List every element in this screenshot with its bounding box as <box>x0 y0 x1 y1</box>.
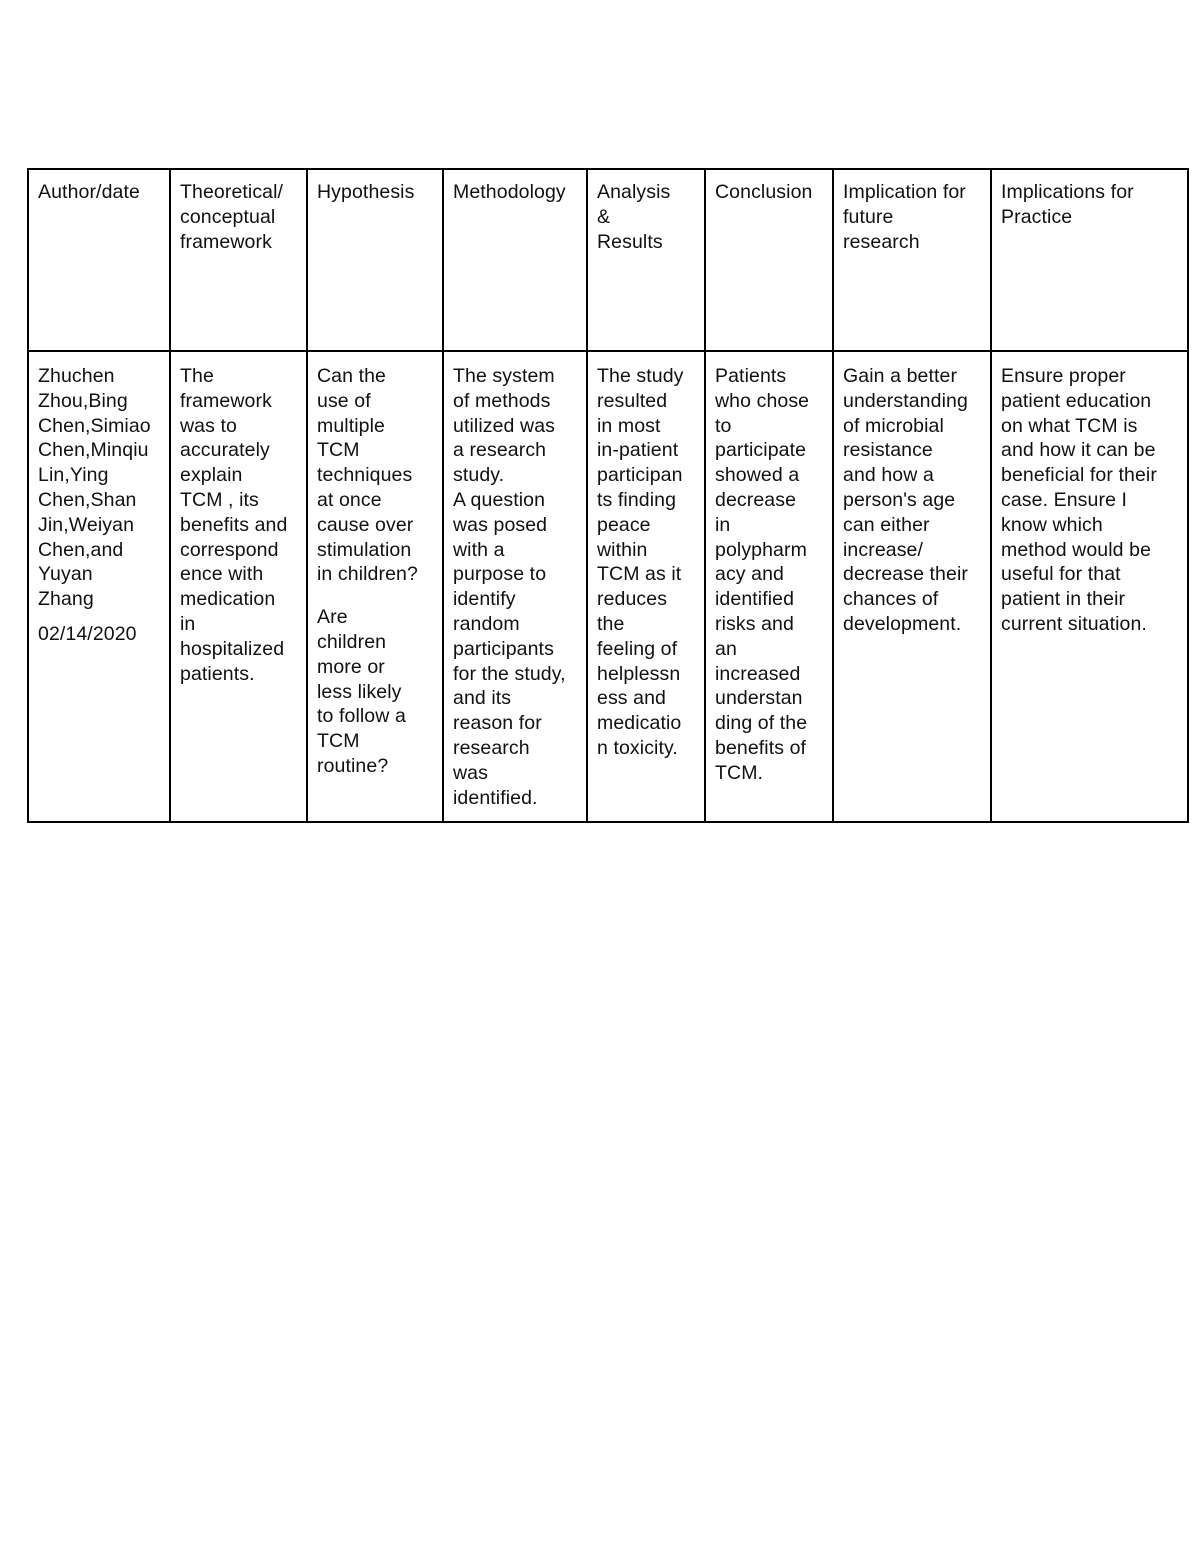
text-line: TCM. <box>715 761 764 784</box>
text-line: n toxicity. <box>597 736 678 759</box>
text-line: hospitalized <box>180 637 285 660</box>
text-line: The system <box>453 365 555 387</box>
text-line: Lin,Ying <box>38 464 109 487</box>
cell-framework <box>170 351 307 822</box>
text-line: Author/date <box>38 181 140 203</box>
cell-analysis-results <box>587 351 705 822</box>
text-line: Chen,and <box>38 538 124 561</box>
author-list <box>38 364 161 612</box>
text-line: Chen,Shan <box>38 488 137 511</box>
text-line: Practice <box>1001 205 1073 228</box>
header-row <box>28 169 1188 351</box>
text-line: cause over <box>317 513 414 536</box>
text-line: in most <box>597 414 661 437</box>
header-author-date <box>28 169 170 351</box>
text-line: to <box>715 414 732 437</box>
text-line: who chose <box>715 389 810 412</box>
text-line: case. Ensure I <box>1001 488 1128 511</box>
text-line: reason for <box>453 712 542 735</box>
header-conclusion <box>705 169 833 351</box>
text-line: was posed <box>453 513 548 536</box>
text-line: resulted <box>597 389 668 412</box>
text-line: decrease <box>715 488 797 511</box>
text-line: techniques <box>317 464 413 487</box>
literature-review-table <box>27 168 1189 823</box>
cell-practice <box>991 351 1188 822</box>
text-line: know which <box>1001 513 1103 536</box>
text-line: explain <box>180 464 243 487</box>
text-line: acy and <box>715 563 784 586</box>
text-line: in <box>180 612 196 635</box>
text-line: increase/ <box>843 538 924 561</box>
text-line: an <box>715 637 737 660</box>
text-line: Results <box>597 230 663 253</box>
text-line: stimulation <box>317 538 412 561</box>
text-line: framework <box>180 389 272 412</box>
text-line: and how it can be <box>1001 439 1156 462</box>
text-line: more or <box>317 655 385 678</box>
text-line: was <box>453 761 488 784</box>
text-line: accurately <box>180 439 270 462</box>
header-framework <box>170 169 307 351</box>
text-line: medication <box>180 588 276 611</box>
text-line: participate <box>715 439 807 462</box>
text-line: study. <box>453 464 505 487</box>
text-line: chances of <box>843 588 939 611</box>
text-line: Can the <box>317 365 386 387</box>
text-line: patient in their <box>1001 588 1126 611</box>
text-line: can either <box>843 513 930 536</box>
text-line: purpose to <box>453 563 547 586</box>
text-line: Hypothesis <box>317 181 415 203</box>
text-line: at once <box>317 488 382 511</box>
text-line: routine? <box>317 754 389 777</box>
text-line: conceptual <box>180 205 276 228</box>
table-row <box>28 351 1188 822</box>
text-line: use of <box>317 389 371 412</box>
text-line: reduces <box>597 588 668 611</box>
text-line: method would be <box>1001 538 1152 561</box>
text-line: participants <box>453 637 554 660</box>
text-line: identified <box>715 588 795 611</box>
text-line: identify <box>453 588 516 611</box>
text-line: Ensure proper <box>1001 365 1126 387</box>
header-future-research <box>833 169 991 351</box>
text-line: showed a <box>715 464 800 487</box>
text-line: understanding <box>843 389 968 412</box>
text-line: & <box>597 205 611 228</box>
text-line: research <box>843 230 920 253</box>
publication-date: 02/14/2020 <box>38 622 137 645</box>
text-line: a research <box>453 439 547 462</box>
text-line: to follow a <box>317 705 406 728</box>
text-line: benefits of <box>715 736 807 759</box>
text-line: Analysis <box>597 181 671 203</box>
text-line: Gain a better <box>843 365 958 387</box>
text-line: beneficial for their <box>1001 464 1157 487</box>
text-line: Zhuchen <box>38 365 115 387</box>
header-methodology <box>443 169 587 351</box>
text-line: patients. <box>180 662 255 685</box>
text-line: The <box>180 365 214 387</box>
text-line: of microbial <box>843 414 944 437</box>
text-line: ess and <box>597 687 666 710</box>
text-line: and how a <box>843 464 934 487</box>
text-line: utilized was <box>453 414 555 437</box>
text-line: ts finding <box>597 488 677 511</box>
text-line: useful for that <box>1001 563 1121 586</box>
text-line: Implications for <box>1001 181 1134 203</box>
text-line: less likely <box>317 680 402 703</box>
text-line: Methodology <box>453 181 566 203</box>
text-line: framework <box>180 230 272 253</box>
text-line: with a <box>453 538 505 561</box>
text-line: on what TCM is <box>1001 414 1138 437</box>
text-line: understan <box>715 687 803 710</box>
cell-future-research <box>833 351 991 822</box>
header-analysis-results <box>587 169 705 351</box>
text-line: helplessn <box>597 662 681 685</box>
text-line: Conclusion <box>715 181 813 203</box>
text-line: person's age <box>843 488 956 511</box>
text-line: in-patient <box>597 439 679 462</box>
text-line: Zhang <box>38 588 94 611</box>
text-line: Theoretical/ <box>180 181 284 203</box>
text-line: A question <box>453 488 546 511</box>
text-line: in <box>715 513 731 536</box>
text-line: identified. <box>453 786 538 809</box>
text-line: Chen,Minqiu <box>38 439 149 462</box>
text-line: The study <box>597 365 684 387</box>
text-line: within <box>597 538 648 561</box>
text-line: correspond <box>180 538 279 561</box>
text-line: and its <box>453 687 512 710</box>
text-line: the <box>597 612 625 635</box>
text-line: medicatio <box>597 712 682 735</box>
text-line: Chen,Simiao <box>38 414 151 437</box>
cell-conclusion <box>705 351 833 822</box>
text-line: for the study, <box>453 662 566 685</box>
hypothesis-question-2 <box>317 605 434 779</box>
text-line: increased <box>715 662 801 685</box>
text-line: Are <box>317 606 348 629</box>
text-line: ence with <box>180 563 264 586</box>
text-line: Yuyan <box>38 563 93 586</box>
text-line: Zhou,Bing <box>38 389 128 412</box>
text-line: benefits and <box>180 513 288 536</box>
cell-methodology <box>443 351 587 822</box>
header-practice <box>991 169 1188 351</box>
text-line: development. <box>843 612 962 635</box>
text-line: of methods <box>453 389 551 412</box>
hypothesis-question-1 <box>317 364 434 587</box>
text-line: children <box>317 630 387 653</box>
text-line: participan <box>597 464 683 487</box>
text-line: TCM <box>317 439 360 462</box>
text-line: peace <box>597 513 651 536</box>
text-line: Jin,Weiyan <box>38 513 135 536</box>
text-line: risks and <box>715 612 794 635</box>
text-line: Patients <box>715 365 787 387</box>
text-line: random <box>453 612 520 635</box>
text-line: ding of the <box>715 712 808 735</box>
text-line: Implication for <box>843 181 966 203</box>
text-line: patient education <box>1001 389 1152 412</box>
cell-author-date <box>28 351 170 822</box>
text-line: polypharm <box>715 538 807 561</box>
text-line: feeling of <box>597 637 678 660</box>
text-line: research <box>453 736 530 759</box>
text-line: future <box>843 205 894 228</box>
text-line: resistance <box>843 439 933 462</box>
header-hypothesis <box>307 169 443 351</box>
text-line: TCM as it <box>597 563 682 586</box>
text-line: TCM , its <box>180 488 259 511</box>
text-line: was to <box>180 414 237 437</box>
text-line: decrease their <box>843 563 968 586</box>
text-line: in children? <box>317 563 418 586</box>
text-line: multiple <box>317 414 385 437</box>
text-line: current situation. <box>1001 612 1147 635</box>
cell-hypothesis <box>307 351 443 822</box>
text-line: TCM <box>317 730 360 753</box>
